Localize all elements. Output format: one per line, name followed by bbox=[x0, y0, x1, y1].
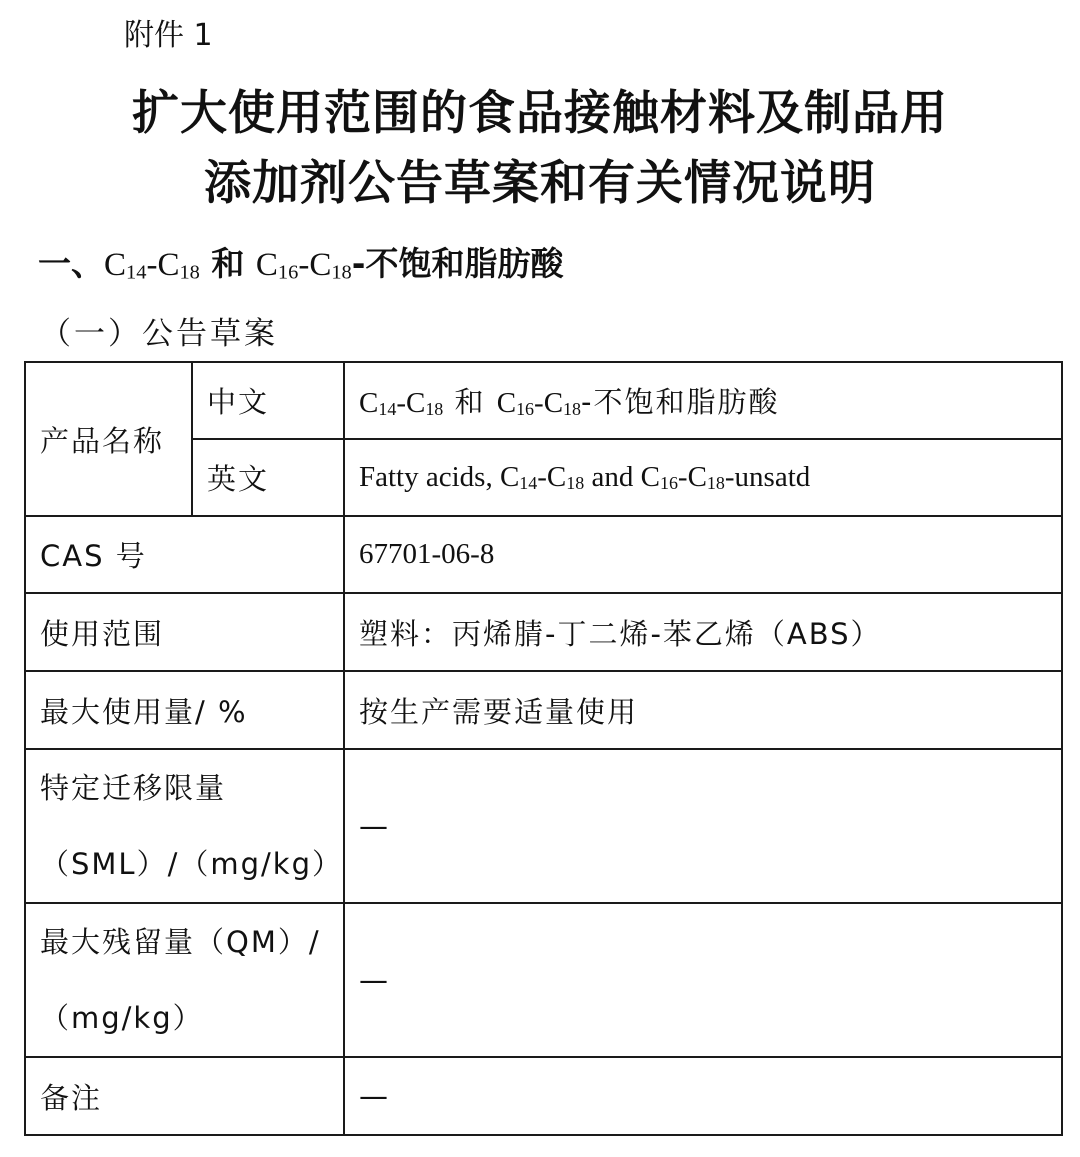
section-prefix: 一、 bbox=[38, 244, 104, 283]
section-subscript: 18 bbox=[331, 261, 352, 284]
chinese-label: 中文 bbox=[192, 362, 344, 439]
qm-label bbox=[25, 903, 344, 1057]
sml-value: — bbox=[344, 749, 1062, 903]
remark-value: — bbox=[344, 1057, 1062, 1135]
section-dash-c: -C bbox=[146, 247, 180, 283]
max-use-value: 按生产需要适量使用 bbox=[344, 671, 1062, 749]
section-c-letter: C bbox=[255, 247, 278, 283]
dash-c: -C bbox=[534, 387, 564, 419]
document-title-line-1: 扩大使用范围的食品接触材料及制品用 bbox=[132, 86, 948, 141]
table-row bbox=[25, 362, 1062, 439]
section-subscript: 18 bbox=[179, 261, 200, 284]
english-name-value bbox=[344, 439, 1062, 516]
c-letter: C bbox=[496, 387, 517, 419]
qm-value: — bbox=[344, 903, 1062, 1057]
section-conjunction: 和 bbox=[199, 244, 256, 283]
max-use-label: 最大使用量/ % bbox=[25, 671, 344, 749]
table-row bbox=[25, 1057, 1062, 1135]
section-heading bbox=[38, 236, 563, 293]
subscript: 18 bbox=[563, 399, 581, 420]
chinese-name-value bbox=[344, 362, 1062, 439]
table-row bbox=[25, 749, 1062, 903]
section-subscript: 14 bbox=[126, 261, 147, 284]
subscript: 16 bbox=[659, 473, 678, 494]
scope-label: 使用范围 bbox=[25, 593, 344, 671]
subsection-heading: （一）公告草案 bbox=[40, 316, 278, 352]
c-letter: C bbox=[359, 387, 379, 419]
section-c-letter: C bbox=[104, 247, 127, 283]
cas-value: 67701-06-8 bbox=[344, 516, 1062, 593]
table-row bbox=[25, 593, 1062, 671]
cas-label: CAS 号 bbox=[25, 516, 344, 593]
subscript: 18 bbox=[706, 473, 725, 494]
table-row bbox=[25, 903, 1062, 1057]
sml-label-line-1: 特定迁移限量 bbox=[40, 771, 227, 805]
product-name-label: 产品名称 bbox=[25, 362, 192, 516]
name-suffix: -不饱和脂肪酸 bbox=[581, 385, 780, 419]
english-text: -C bbox=[677, 461, 707, 493]
english-text: -C bbox=[537, 461, 567, 493]
attachment-label: 附件 1 bbox=[124, 18, 213, 53]
subscript: 18 bbox=[566, 473, 585, 494]
table-row bbox=[25, 671, 1062, 749]
english-text: Fatty acids, C bbox=[359, 461, 520, 493]
section-dash-c: -C bbox=[298, 247, 332, 283]
english-text: and C bbox=[584, 461, 660, 493]
subscript: 14 bbox=[519, 473, 538, 494]
dash-c: -C bbox=[396, 387, 426, 419]
sml-label-line-2: （SML）/（mg/kg） bbox=[40, 847, 343, 881]
conjunction: 和 bbox=[443, 385, 497, 419]
section-subscript: 16 bbox=[277, 261, 299, 284]
scope-value: 塑料：丙烯腈-丁二烯-苯乙烯（ABS） bbox=[344, 593, 1062, 671]
subscript: 14 bbox=[378, 399, 397, 420]
section-suffix: -不饱和脂肪酸 bbox=[351, 244, 564, 283]
remark-label: 备注 bbox=[25, 1057, 344, 1135]
english-label: 英文 bbox=[192, 439, 344, 516]
subscript: 18 bbox=[425, 399, 444, 420]
document-title-line-2: 添加剂公告草案和有关情况说明 bbox=[204, 156, 876, 211]
qm-label-line-1: 最大残留量（QM）/ bbox=[40, 925, 321, 959]
subscript: 16 bbox=[516, 399, 535, 420]
sml-label bbox=[25, 749, 344, 903]
qm-label-line-2: （mg/kg） bbox=[40, 1001, 204, 1035]
english-text: -unsatd bbox=[724, 461, 811, 493]
table-row bbox=[25, 516, 1062, 593]
announcement-table bbox=[24, 361, 1063, 1136]
